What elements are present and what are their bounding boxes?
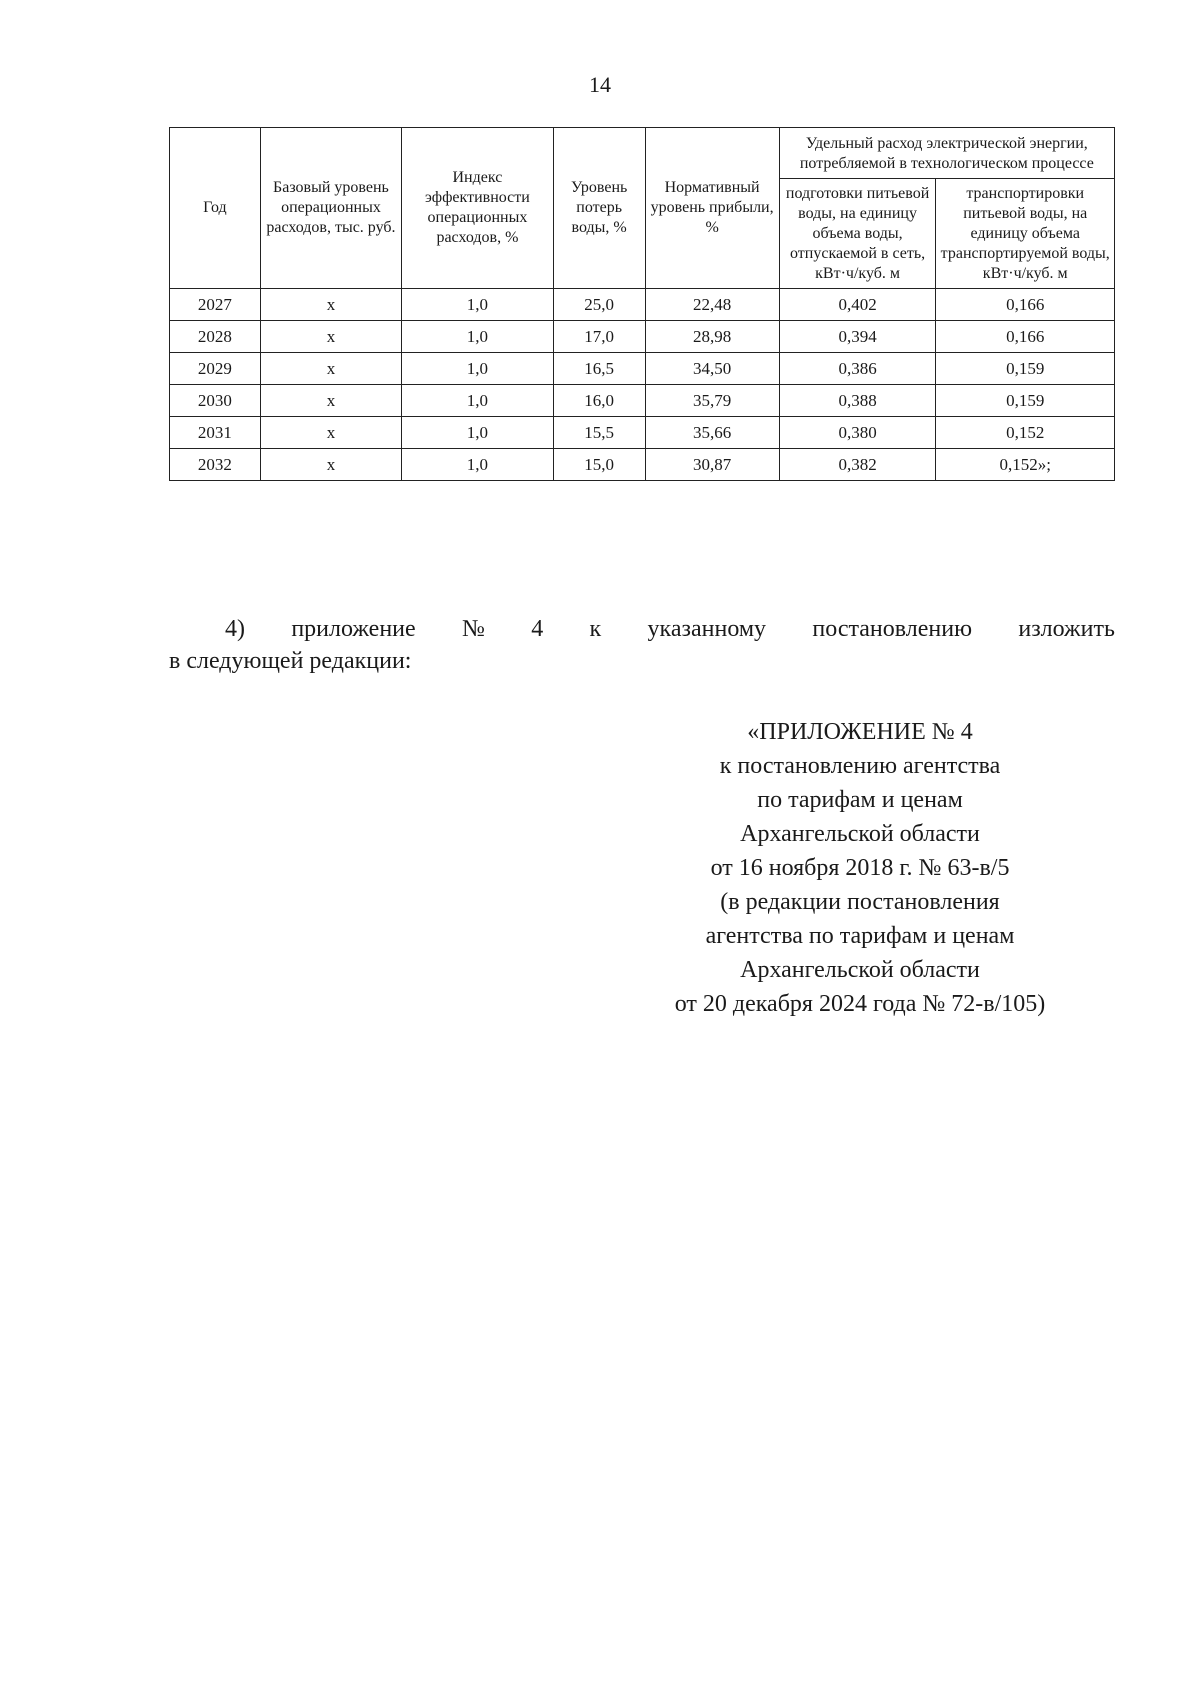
appendix-line: по тарифам и ценам [757, 787, 963, 813]
paragraph-word: 4 [531, 616, 544, 642]
cell-year: 2032 [170, 449, 261, 481]
header-energy-group: Удельный расход электрической энергии, потребляемой в технологическом процессе [779, 128, 1114, 179]
table-row [170, 289, 1115, 321]
cell-water-loss: 16,0 [553, 385, 645, 417]
cell-year: 2027 [170, 289, 261, 321]
header-energy-preparation: подготовки питьевой воды, на единицу объема воды, отпускаемой в сеть, кВт·ч/куб. м [779, 179, 936, 289]
cell-year: 2031 [170, 417, 261, 449]
appendix-line: Архангельской области [740, 957, 980, 983]
header-profit-level: Нормативный уровень прибыли, % [645, 128, 779, 289]
cell-water-loss: 16,5 [553, 353, 645, 385]
cell-profit-level: 28,98 [645, 321, 779, 353]
cell-year: 2029 [170, 353, 261, 385]
cell-profit-level: 35,66 [645, 417, 779, 449]
appendix-line: к постановлению агентства [719, 753, 1001, 779]
paragraph-line-1 [169, 613, 1115, 645]
appendix-line: от 20 декабря 2024 года № 72-в/105) [674, 991, 1046, 1017]
table-row [170, 353, 1115, 385]
cell-efficiency-index: 1,0 [402, 385, 554, 417]
cell-efficiency-index: 1,0 [402, 353, 554, 385]
table-row [170, 321, 1115, 353]
cell-efficiency-index: 1,0 [402, 321, 554, 353]
cell-energy-preparation: 0,382 [779, 449, 936, 481]
table-row [170, 449, 1115, 481]
cell-base-level: х [260, 289, 401, 321]
cell-energy-transport: 0,166 [936, 289, 1115, 321]
cell-energy-preparation: 0,402 [779, 289, 936, 321]
cell-profit-level: 30,87 [645, 449, 779, 481]
cell-energy-preparation: 0,388 [779, 385, 936, 417]
cell-energy-preparation: 0,394 [779, 321, 936, 353]
cell-water-loss: 17,0 [553, 321, 645, 353]
header-water-loss: Уровень потерь воды, % [553, 128, 645, 289]
cell-energy-transport: 0,152»; [936, 449, 1115, 481]
cell-water-loss: 25,0 [553, 289, 645, 321]
amendment-paragraph [169, 613, 1115, 677]
cell-profit-level: 34,50 [645, 353, 779, 385]
appendix-header [640, 715, 1080, 1021]
paragraph-word: к [589, 616, 602, 642]
paragraph-line-2: в следующей редакции: [169, 648, 412, 674]
appendix-line: Архангельской области [740, 821, 980, 847]
paragraph-word: указанному [647, 616, 767, 642]
tariff-table [169, 127, 1115, 481]
cell-base-level: х [260, 385, 401, 417]
cell-energy-preparation: 0,386 [779, 353, 936, 385]
header-year: Год [170, 128, 261, 289]
cell-profit-level: 22,48 [645, 289, 779, 321]
cell-water-loss: 15,5 [553, 417, 645, 449]
cell-efficiency-index: 1,0 [402, 417, 554, 449]
cell-energy-transport: 0,159 [936, 353, 1115, 385]
appendix-line: «ПРИЛОЖЕНИЕ № 4 [747, 719, 973, 745]
paragraph-word: изложить [1018, 616, 1115, 642]
header-base-level: Базовый уровень операционных расходов, тыс. руб. [260, 128, 401, 289]
cell-base-level: х [260, 449, 401, 481]
cell-base-level: х [260, 353, 401, 385]
cell-profit-level: 35,79 [645, 385, 779, 417]
cell-energy-transport: 0,166 [936, 321, 1115, 353]
header-efficiency-index: Индекс эффективности операционных расходов, % [402, 128, 554, 289]
table-row [170, 417, 1115, 449]
cell-base-level: х [260, 417, 401, 449]
appendix-line: от 16 ноября 2018 г. № 63-в/5 [710, 855, 1010, 881]
cell-efficiency-index: 1,0 [402, 289, 554, 321]
cell-year: 2030 [170, 385, 261, 417]
paragraph-word: 4) [225, 616, 245, 642]
header-energy-transport: транспортировки питьевой воды, на единицу объема транспортируемой воды, кВт·ч/куб. м [936, 179, 1115, 289]
cell-year: 2028 [170, 321, 261, 353]
cell-energy-transport: 0,152 [936, 417, 1115, 449]
cell-energy-preparation: 0,380 [779, 417, 936, 449]
appendix-line: (в редакции постановления [720, 889, 1000, 915]
page-number: 14 [589, 72, 611, 97]
cell-water-loss: 15,0 [553, 449, 645, 481]
paragraph-word: постановлению [812, 616, 973, 642]
paragraph-word: приложение [291, 616, 416, 642]
cell-efficiency-index: 1,0 [402, 449, 554, 481]
paragraph-word: № [461, 616, 485, 642]
table-body [170, 289, 1115, 481]
cell-base-level: х [260, 321, 401, 353]
cell-energy-transport: 0,159 [936, 385, 1115, 417]
appendix-line: агентства по тарифам и ценам [705, 923, 1015, 949]
table-row [170, 385, 1115, 417]
